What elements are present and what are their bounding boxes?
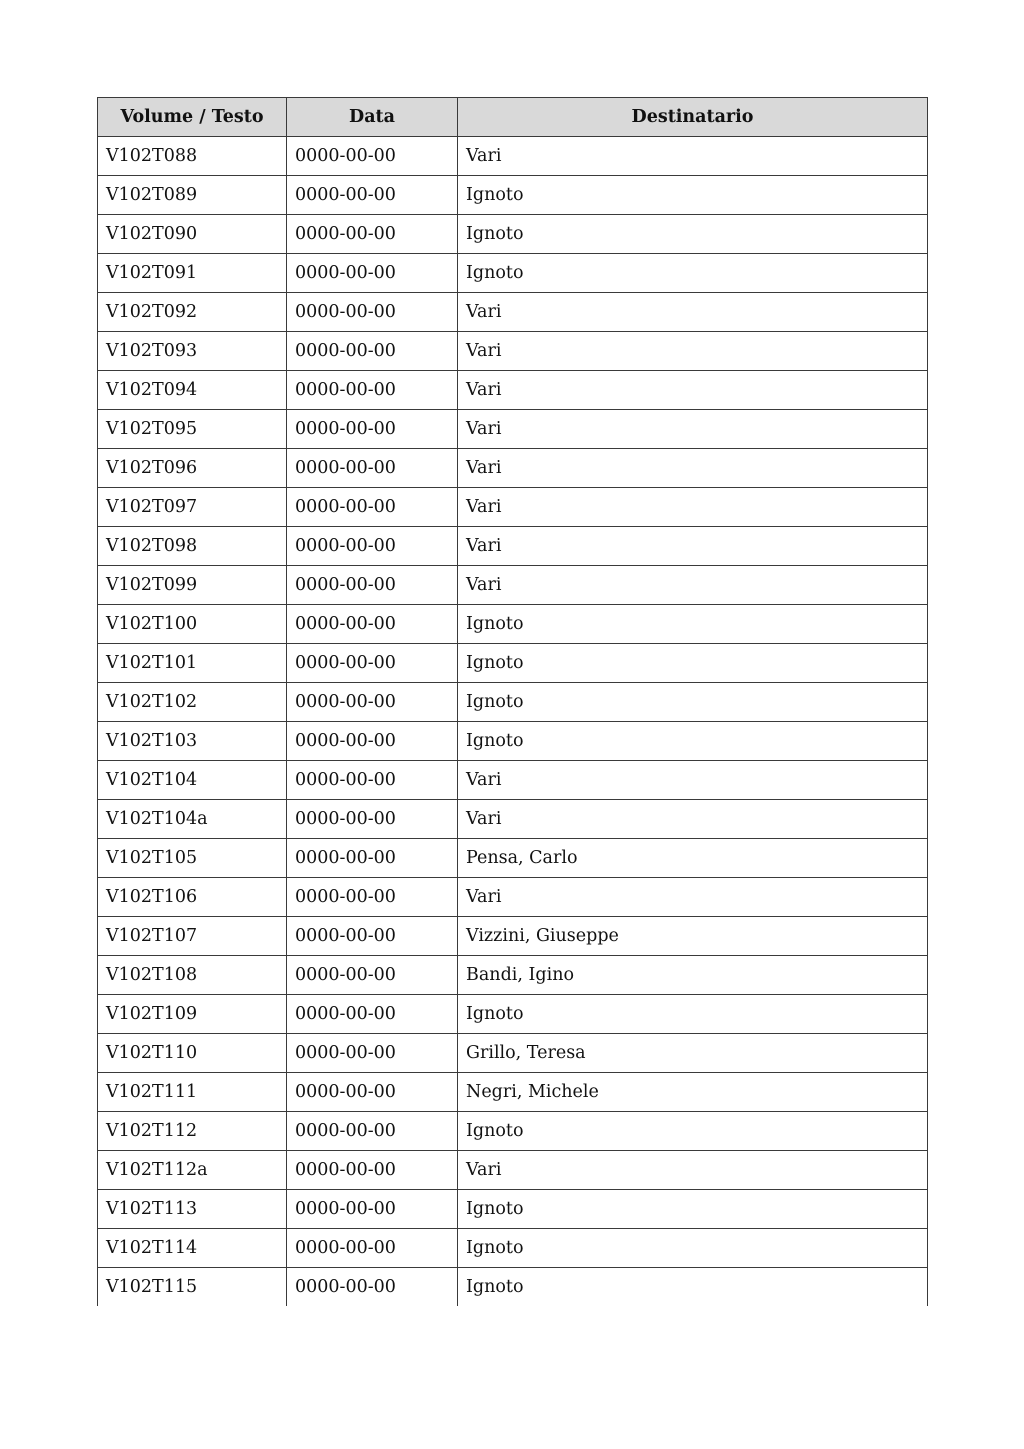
table-row xyxy=(98,1112,928,1151)
column-header-destinatario: Destinatario xyxy=(458,98,928,137)
cell-destinatario: Ignoto xyxy=(458,605,928,644)
cell-data: 0000-00-00 xyxy=(287,1073,458,1112)
cell-volume-testo: V102T090 xyxy=(98,215,287,254)
table-row xyxy=(98,176,928,215)
table-row xyxy=(98,878,928,917)
cell-destinatario: Ignoto xyxy=(458,995,928,1034)
cell-destinatario: Vari xyxy=(458,449,928,488)
table-row xyxy=(98,917,928,956)
header-row xyxy=(98,98,928,137)
cell-data: 0000-00-00 xyxy=(287,332,458,371)
cell-volume-testo: V102T115 xyxy=(98,1268,287,1307)
cell-destinatario: Ignoto xyxy=(458,722,928,761)
cell-volume-testo: V102T088 xyxy=(98,137,287,176)
table-row xyxy=(98,761,928,800)
table-header xyxy=(98,98,928,137)
cell-data: 0000-00-00 xyxy=(287,1151,458,1190)
cell-volume-testo: V102T104a xyxy=(98,800,287,839)
cell-destinatario: Vari xyxy=(458,293,928,332)
table-row xyxy=(98,488,928,527)
cell-data: 0000-00-00 xyxy=(287,410,458,449)
cell-volume-testo: V102T105 xyxy=(98,839,287,878)
cell-destinatario: Ignoto xyxy=(458,215,928,254)
cell-data: 0000-00-00 xyxy=(287,449,458,488)
cell-volume-testo: V102T098 xyxy=(98,527,287,566)
cell-destinatario: Pensa, Carlo xyxy=(458,839,928,878)
cell-volume-testo: V102T108 xyxy=(98,956,287,995)
cell-data: 0000-00-00 xyxy=(287,488,458,527)
table-row xyxy=(98,137,928,176)
cell-data: 0000-00-00 xyxy=(287,878,458,917)
cell-destinatario: Ignoto xyxy=(458,254,928,293)
cell-destinatario: Vari xyxy=(458,1151,928,1190)
table-row xyxy=(98,683,928,722)
cell-data: 0000-00-00 xyxy=(287,1229,458,1268)
cell-data: 0000-00-00 xyxy=(287,137,458,176)
cell-destinatario: Vari xyxy=(458,137,928,176)
table-row xyxy=(98,1073,928,1112)
cell-volume-testo: V102T092 xyxy=(98,293,287,332)
cell-destinatario: Vari xyxy=(458,410,928,449)
cell-volume-testo: V102T112 xyxy=(98,1112,287,1151)
cell-data: 0000-00-00 xyxy=(287,683,458,722)
cell-data: 0000-00-00 xyxy=(287,761,458,800)
cell-data: 0000-00-00 xyxy=(287,644,458,683)
cell-volume-testo: V102T099 xyxy=(98,566,287,605)
table-row xyxy=(98,1190,928,1229)
cell-volume-testo: V102T095 xyxy=(98,410,287,449)
cell-volume-testo: V102T106 xyxy=(98,878,287,917)
cell-destinatario: Vari xyxy=(458,332,928,371)
cell-destinatario: Ignoto xyxy=(458,683,928,722)
cell-data: 0000-00-00 xyxy=(287,293,458,332)
column-header-volume-testo: Volume / Testo xyxy=(98,98,287,137)
cell-data: 0000-00-00 xyxy=(287,371,458,410)
cell-destinatario: Ignoto xyxy=(458,176,928,215)
cell-data: 0000-00-00 xyxy=(287,1190,458,1229)
cell-destinatario: Vari xyxy=(458,488,928,527)
table-row xyxy=(98,332,928,371)
table-row xyxy=(98,449,928,488)
cell-volume-testo: V102T094 xyxy=(98,371,287,410)
cell-destinatario: Vizzini, Giuseppe xyxy=(458,917,928,956)
table-row xyxy=(98,800,928,839)
cell-destinatario: Vari xyxy=(458,566,928,605)
cell-destinatario: Vari xyxy=(458,761,928,800)
table-row xyxy=(98,1151,928,1190)
table-row xyxy=(98,722,928,761)
table-row xyxy=(98,956,928,995)
cell-volume-testo: V102T100 xyxy=(98,605,287,644)
cell-volume-testo: V102T110 xyxy=(98,1034,287,1073)
cell-volume-testo: V102T114 xyxy=(98,1229,287,1268)
cell-data: 0000-00-00 xyxy=(287,800,458,839)
cell-volume-testo: V102T093 xyxy=(98,332,287,371)
cell-volume-testo: V102T103 xyxy=(98,722,287,761)
table-row xyxy=(98,371,928,410)
cell-data: 0000-00-00 xyxy=(287,254,458,293)
cell-destinatario: Bandi, Igino xyxy=(458,956,928,995)
table-row xyxy=(98,254,928,293)
cell-volume-testo: V102T096 xyxy=(98,449,287,488)
cell-volume-testo: V102T107 xyxy=(98,917,287,956)
table-row xyxy=(98,527,928,566)
cell-destinatario: Ignoto xyxy=(458,1229,928,1268)
cell-data: 0000-00-00 xyxy=(287,527,458,566)
cell-data: 0000-00-00 xyxy=(287,839,458,878)
table-row xyxy=(98,1034,928,1073)
cell-data: 0000-00-00 xyxy=(287,995,458,1034)
cell-data: 0000-00-00 xyxy=(287,1268,458,1307)
cell-destinatario: Vari xyxy=(458,878,928,917)
cell-destinatario: Grillo, Teresa xyxy=(458,1034,928,1073)
cell-volume-testo: V102T113 xyxy=(98,1190,287,1229)
cell-destinatario: Ignoto xyxy=(458,644,928,683)
column-header-data: Data xyxy=(287,98,458,137)
table-row xyxy=(98,293,928,332)
cell-volume-testo: V102T104 xyxy=(98,761,287,800)
table-row xyxy=(98,410,928,449)
table-body xyxy=(98,137,928,1307)
cell-data: 0000-00-00 xyxy=(287,722,458,761)
cell-volume-testo: V102T101 xyxy=(98,644,287,683)
cell-data: 0000-00-00 xyxy=(287,215,458,254)
cell-volume-testo: V102T102 xyxy=(98,683,287,722)
cell-data: 0000-00-00 xyxy=(287,566,458,605)
table-row xyxy=(98,644,928,683)
cell-volume-testo: V102T089 xyxy=(98,176,287,215)
cell-destinatario: Ignoto xyxy=(458,1268,928,1307)
cell-data: 0000-00-00 xyxy=(287,956,458,995)
cell-destinatario: Vari xyxy=(458,800,928,839)
cell-destinatario: Ignoto xyxy=(458,1112,928,1151)
cell-destinatario: Negri, Michele xyxy=(458,1073,928,1112)
cell-volume-testo: V102T111 xyxy=(98,1073,287,1112)
cell-destinatario: Vari xyxy=(458,371,928,410)
records-table xyxy=(97,97,928,1306)
table-row xyxy=(98,566,928,605)
cell-data: 0000-00-00 xyxy=(287,1034,458,1073)
table-row xyxy=(98,215,928,254)
cell-destinatario: Ignoto xyxy=(458,1190,928,1229)
cell-data: 0000-00-00 xyxy=(287,176,458,215)
table-row xyxy=(98,1229,928,1268)
table-row xyxy=(98,839,928,878)
table-row xyxy=(98,1268,928,1307)
cell-volume-testo: V102T097 xyxy=(98,488,287,527)
table-row xyxy=(98,995,928,1034)
cell-destinatario: Vari xyxy=(458,527,928,566)
cell-data: 0000-00-00 xyxy=(287,917,458,956)
table-row xyxy=(98,605,928,644)
cell-data: 0000-00-00 xyxy=(287,1112,458,1151)
cell-volume-testo: V102T109 xyxy=(98,995,287,1034)
cell-volume-testo: V102T091 xyxy=(98,254,287,293)
cell-volume-testo: V102T112a xyxy=(98,1151,287,1190)
cell-data: 0000-00-00 xyxy=(287,605,458,644)
